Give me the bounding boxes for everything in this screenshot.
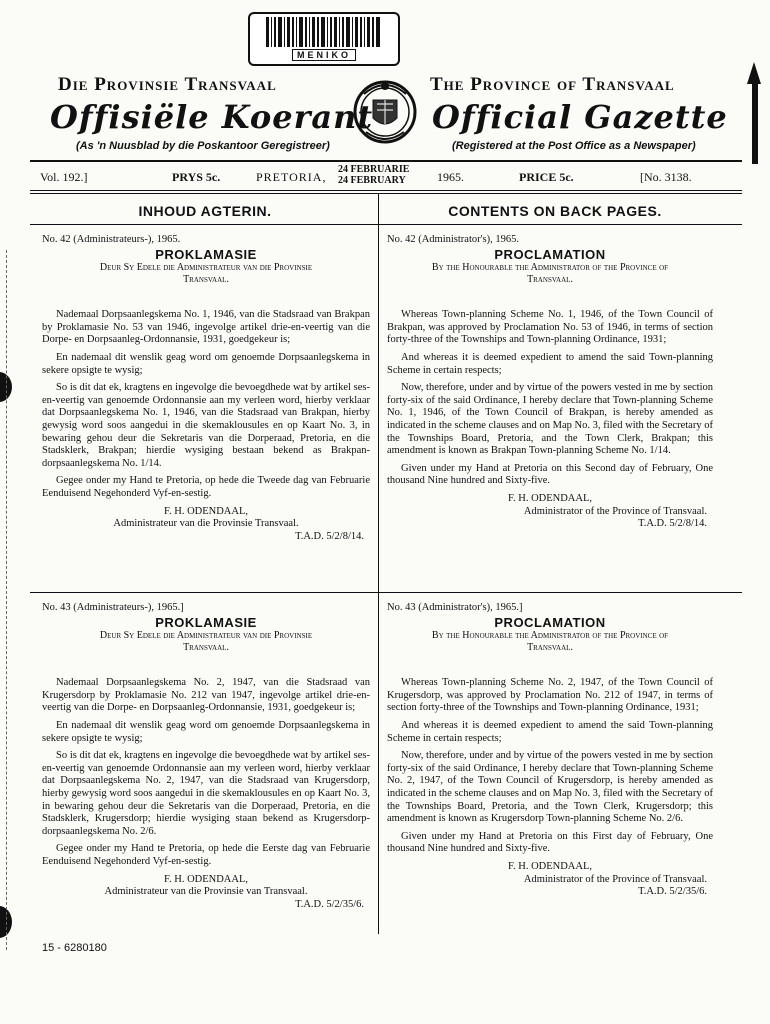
paragraph: Given under my Hand at Pretoria on this Second day of February, One thousand Nine hundred and Sixty-five. [387,462,713,487]
proclamation-title: PROCLAMATION [494,614,606,630]
paragraph: Whereas Town-planning Scheme No. 2, 1947, of the Town Council of Krugersdorp, was approved by Proclamation No. 212 of 1947, in terms of section forty-three of the Townships and Town-planning Ordinance, 1931; [387,677,713,714]
masthead-rule [30,160,742,162]
paragraph: Whereas Town-planning Scheme No. 1, 1946, of the Town Council of Brakpan, was approved by Proclamation No. 53 of 1946, in terms of section forty-three of the Townships and Town-planning Ordinance, 1931; [387,309,713,346]
proclamation-43-en [387,602,713,899]
price-af: PRYS 5c. [172,170,221,184]
proclamation-42-af [42,234,370,543]
paragraph: And whereas it is deemed expedient to amend the said Town-planning Scheme in certain respects; [387,719,713,744]
place-label: PRETORIA, [256,170,327,184]
paragraph: Gegee onder my Hand te Pretoria, op hede die Eerste dag van Februarie Eenduisend Negehonderd Vyf-en-sestig. [42,843,370,867]
barcode-code: MENIKO [292,49,356,61]
contents-af: INHOUD AGTERIN. [138,203,272,219]
paragraph: Now, therefore, under and by virtue of the powers vested in me by section forty-six of the said Ordinance, I hereby declare that Town-planning Scheme No. 1, 1946, of the Town Council of Brakpan, is hereby amended as indicated in the scheme clauses and on Map No. 3, filed with the Secretary of the Townships Board, Pretoria, and the Town Clerk, Brakpan; this amendment is known as Brakpan Town-planning Scheme No. 1/14. [387,382,713,457]
price-en: PRICE 5c. [519,170,574,184]
signatory-title: Administrateur van die Provinsie van Transvaal. [104,886,308,898]
proclamation-title: PROKLAMASIE [155,614,257,630]
paragraph: En nademaal dit wenslik geag word om genoemde Dorpsaanlegskema in sekere opsigte te wysig; [42,351,370,376]
proclamation-issuer: By the Honourable the Administrator of the Province of Transvaal. [431,262,669,285]
proclamation-number: No. 43 (Administrateurs-), 1965.] [42,602,184,613]
paragraph: Nademaal Dorpsaanlegskema No. 2, 1947, van die Stadsraad van Krugersdorp by Proklamasie No. 212 van 1947, ingevolge artikel drie-en-veertig van die Dorpe- en Dorpsaanleg-Ordonnansie, 1931, goedgekeur is; [42,677,370,714]
infobar-rule-2 [30,193,742,194]
column-divider [378,194,379,934]
masthead-left-registration: (As 'n Nuusblad by die Poskantoor Geregistreer) [76,140,330,152]
signatory-name: F. H. ODENDAAL, [507,860,593,872]
edge-mark [752,84,758,164]
masthead-right-small: The Province of Transvaal [430,74,675,95]
proclamation-43-af [42,602,370,911]
signatory-title: Administrator of the Province of Transvaal. [523,505,707,517]
proclamation-number: No. 42 (Administrator's), 1965. [387,234,519,245]
proclamation-number: No. 43 (Administrator's), 1965.] [387,602,523,613]
margin-edge [6,250,8,950]
masthead-right-title: Official Gazette [432,98,728,136]
printer-code: 15 - 6280180 [42,942,107,954]
proclamation-title: PROKLAMASIE [155,246,257,262]
barcode-stamp [248,12,400,66]
proclamation-42-en [387,234,713,531]
proclamation-issuer: Deur Sy Edele die Administrateur van die Provinsie Transvaal. [99,630,313,653]
proclamation-issuer: By the Honourable the Administrator of the Province of Transvaal. [431,630,669,653]
signatory-name: F. H. ODENDAAL, [163,873,249,885]
proclamation-number: No. 42 (Administrateurs-), 1965. [42,234,181,245]
masthead-left-title: Offisiële Koerant [50,98,374,136]
reference-number: T.A.D. 5/2/35/6. [638,886,707,898]
issue-number: [No. 3138. [640,170,692,184]
masthead-right-registration: (Registered at the Post Office as a Newspaper) [452,140,696,152]
reference-number: T.A.D. 5/2/35/6. [295,898,364,910]
paragraph: Gegee onder my Hand te Pretoria, op hede die Tweede dag van Februarie Eenduisend Negehonderd Vyf-en-sestig. [42,475,370,499]
paragraph: So is dit dat ek, kragtens en ingevolge die bevoegdhede wat by artikel ses-en-veertig van genoemde Ordonnansie aan my verleen word, hierby verklaar dat Dorpsaanlegskema No. 1, 1946, van die Stadsraad van Brakpan, hierby gewysig word soos aangedui in die skemaklousules en op Kaart No. 3, in bewaring gehou deur die Sekretaris van die Dorperaad, Pretoria, en die Stadsklerk, Brakpan; hierdie wysiging bestaan bekend as Brakpan-dorpsaanlegskema No. 1/14. [42,382,370,469]
signatory-title: Administrateur van die Provinsie Transvaal. [113,518,299,530]
paragraph: Now, therefore, under and by virtue of the powers vested in me by section forty-six of the said Ordinance, I hereby declare that Town-planning Scheme No. 2, 1947, of the Town Council of Krugersdorp, is hereby amended as indicated in the scheme clauses and on Map No. 3, filed with the Secretary of the Townships Board, Pretoria, and the Town Clerk, Krugersdorp; this amendment is known as Krugersdorp Town-planning Scheme No. 2/6. [387,750,713,825]
coat-of-arms-icon [350,72,420,152]
issue-date [338,164,409,186]
reference-number: T.A.D. 5/2/8/14. [638,518,707,530]
issue-year: 1965. [437,170,464,184]
signatory-name: F. H. ODENDAAL, [507,492,593,504]
barcode-bars [266,17,382,47]
contents-en: CONTENTS ON BACK PAGES. [448,203,662,219]
paragraph: En nademaal dit wenslik geag word om genoemde Dorpsaanlegskema in sekere opsigte te wysig; [42,719,370,744]
proclamation-issuer: Deur Sy Edele die Administrateur van die Provinsie Transvaal. [99,262,313,285]
paragraph: So is dit dat ek, kragtens en ingevolge die bevoegdhede wat by artikel ses-en-veertig van genoemde Ordonnansie aan my verleen word, hierby verklaar dat Dorpsaanlegskema No. 2, 1947, van die Stadsraad van Krugersdorp, hierby gewysig word soos aangedui in die skemaklousules en op Kaart No. 3, in bewaring gehou deur die Sekretaris van die Dorperaad, Pretoria, en die Stadsklerk, Krugersdorp; hierdie wysiging staan bekend as Krugersdorp-dorpsaanlegskema No. 2/6. [42,750,370,837]
issue-date-en: 24 FEBRUARY [338,175,406,186]
signatory-title: Administrator of the Province of Transvaal. [523,873,707,885]
corner-mark [747,62,761,84]
issue-date-af: 24 FEBRUARIE [338,164,410,175]
paragraph: And whereas it is deemed expedient to amend the said Town-planning Scheme in certain respects; [387,351,713,376]
volume-label: Vol. 192.] [40,170,88,184]
paragraph: Nademaal Dorpsaanlegskema No. 1, 1946, van die Stadsraad van Brakpan by Proklamasie No. 53 van 1946, ingevolge artikel drie-en-veertig van die Dorpe- en Dorpsaanleg-Ordonnansie, 1931, goedgekeur is; [42,309,370,346]
reference-number: T.A.D. 5/2/8/14. [295,530,364,542]
contents-rule [30,224,742,225]
section-rule [30,592,742,593]
masthead-left-small: Die Provinsie Transvaal [58,74,277,95]
paragraph: Given under my Hand at Pretoria on this First day of February, One thousand Nine hundred and Sixty-five. [387,830,713,855]
signatory-name: F. H. ODENDAAL, [163,505,249,517]
proclamation-title: PROCLAMATION [494,246,606,262]
infobar-rule [30,190,742,191]
